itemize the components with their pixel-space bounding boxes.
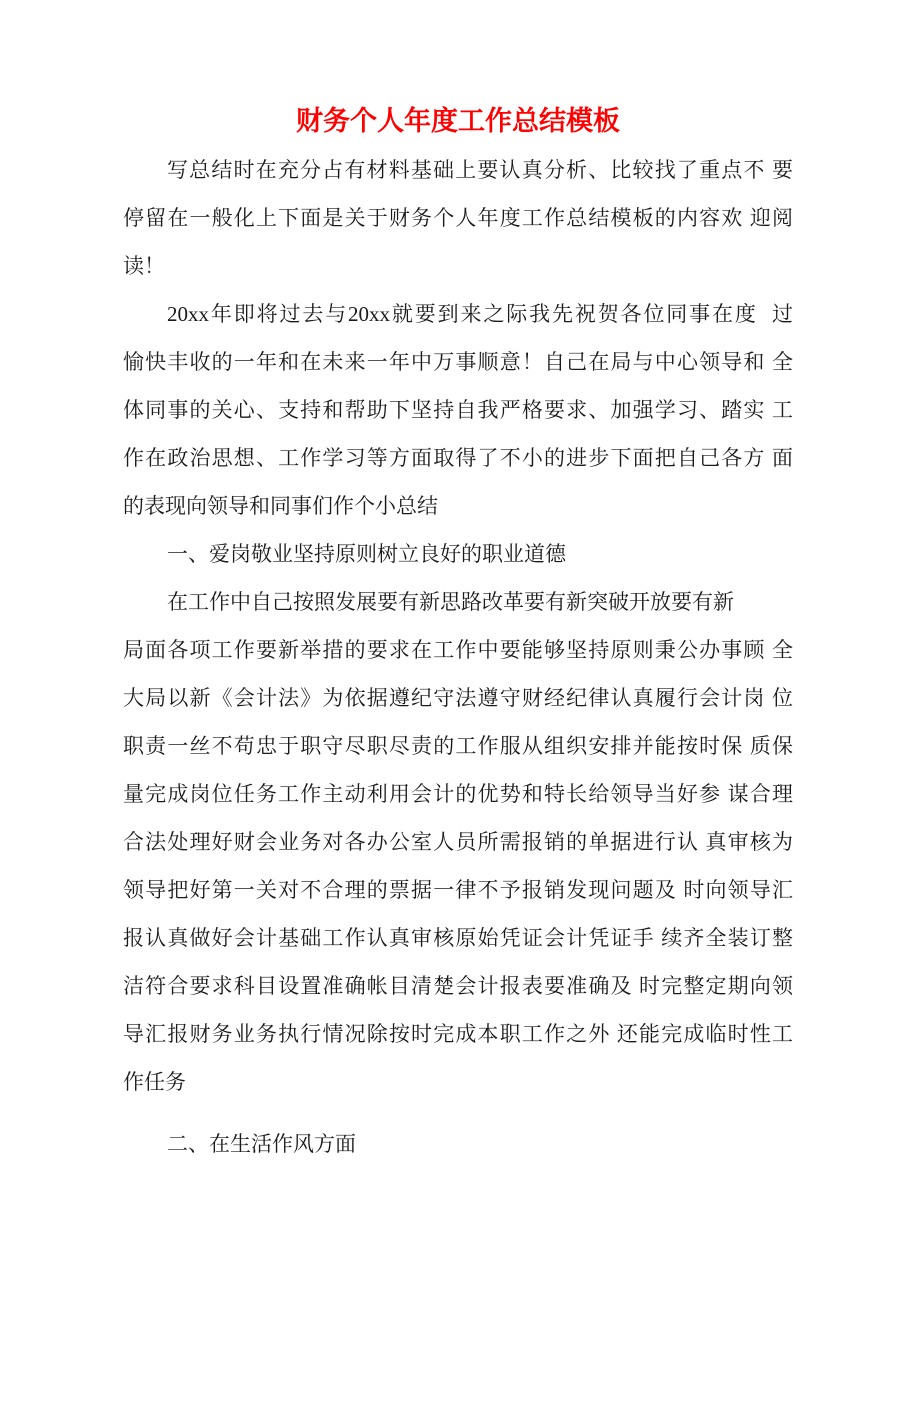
text-line: 二、在生活作风方面 <box>167 1132 356 1156</box>
text-line: 量完成岗位任务工作主动利用会计的优势和特长给领导当好参 谋合理 <box>123 782 793 806</box>
text-line: 合法处理好财会业务对各办公室人员所需报销的单据进行认 真审核为 <box>123 830 793 854</box>
text-line: 职责一丝不苟忠于职守尽职尽责的工作服从组织安排并能按时保 质保 <box>123 734 793 758</box>
text-line: 读！ <box>123 254 165 278</box>
text-line: 20xx年即将过去与20xx就要到来之际我先祝贺各位同事在度 过 <box>167 302 793 326</box>
text-line: 在工作中自己按照发展要有新思路改革要有新突破开放要有新 <box>167 590 734 614</box>
text-line: 停留在一般化上下面是关于财务个人年度工作总结模板的内容欢 迎阅 <box>123 206 793 230</box>
document-page <box>0 102 920 1404</box>
text-line: 的表现向领导和同事们作个小总结 <box>123 494 438 518</box>
document-body <box>123 146 793 1168</box>
text-line: 报认真做好会计基础工作认真审核原始凭证会计凭证手 续齐全装订整 <box>123 926 793 950</box>
text-line: 局面各项工作要新举措的要求在工作中要能够坚持原则秉公办事顾 全 <box>123 638 793 662</box>
text-line: 体同事的关心、支持和帮助下坚持自我严格要求、加强学习、踏实 工 <box>123 398 793 422</box>
text-line: 作任务 <box>123 1070 186 1094</box>
text-line: 导汇报财务业务执行情况除按时完成本职工作之外 还能完成临时性工 <box>123 1022 793 1046</box>
text-line: 写总结时在充分占有材料基础上要认真分析、比较找了重点不 要 <box>167 158 793 182</box>
text-line: 领导把好第一关对不合理的票据一律不予报销发现问题及 时向领导汇 <box>123 878 793 902</box>
text-line: 作在政治思想、工作学习等方面取得了不小的进步下面把自己各方 面 <box>123 446 793 470</box>
text-line: 一、爱岗敬业坚持原则树立良好的职业道德 <box>167 542 566 566</box>
text-line: 大局以新《会计法》为依据遵纪守法遵守财经纪律认真履行会计岗 位 <box>123 686 793 710</box>
text-line: 洁符合要求科目设置准确帐目清楚会计报表要准确及 时完整定期向领 <box>123 974 793 998</box>
document-title: 财务个人年度工作总结模板 <box>296 106 620 136</box>
text-line: 愉快丰收的一年和在未来一年中万事顺意！自己在局与中心领导和 全 <box>123 350 793 374</box>
